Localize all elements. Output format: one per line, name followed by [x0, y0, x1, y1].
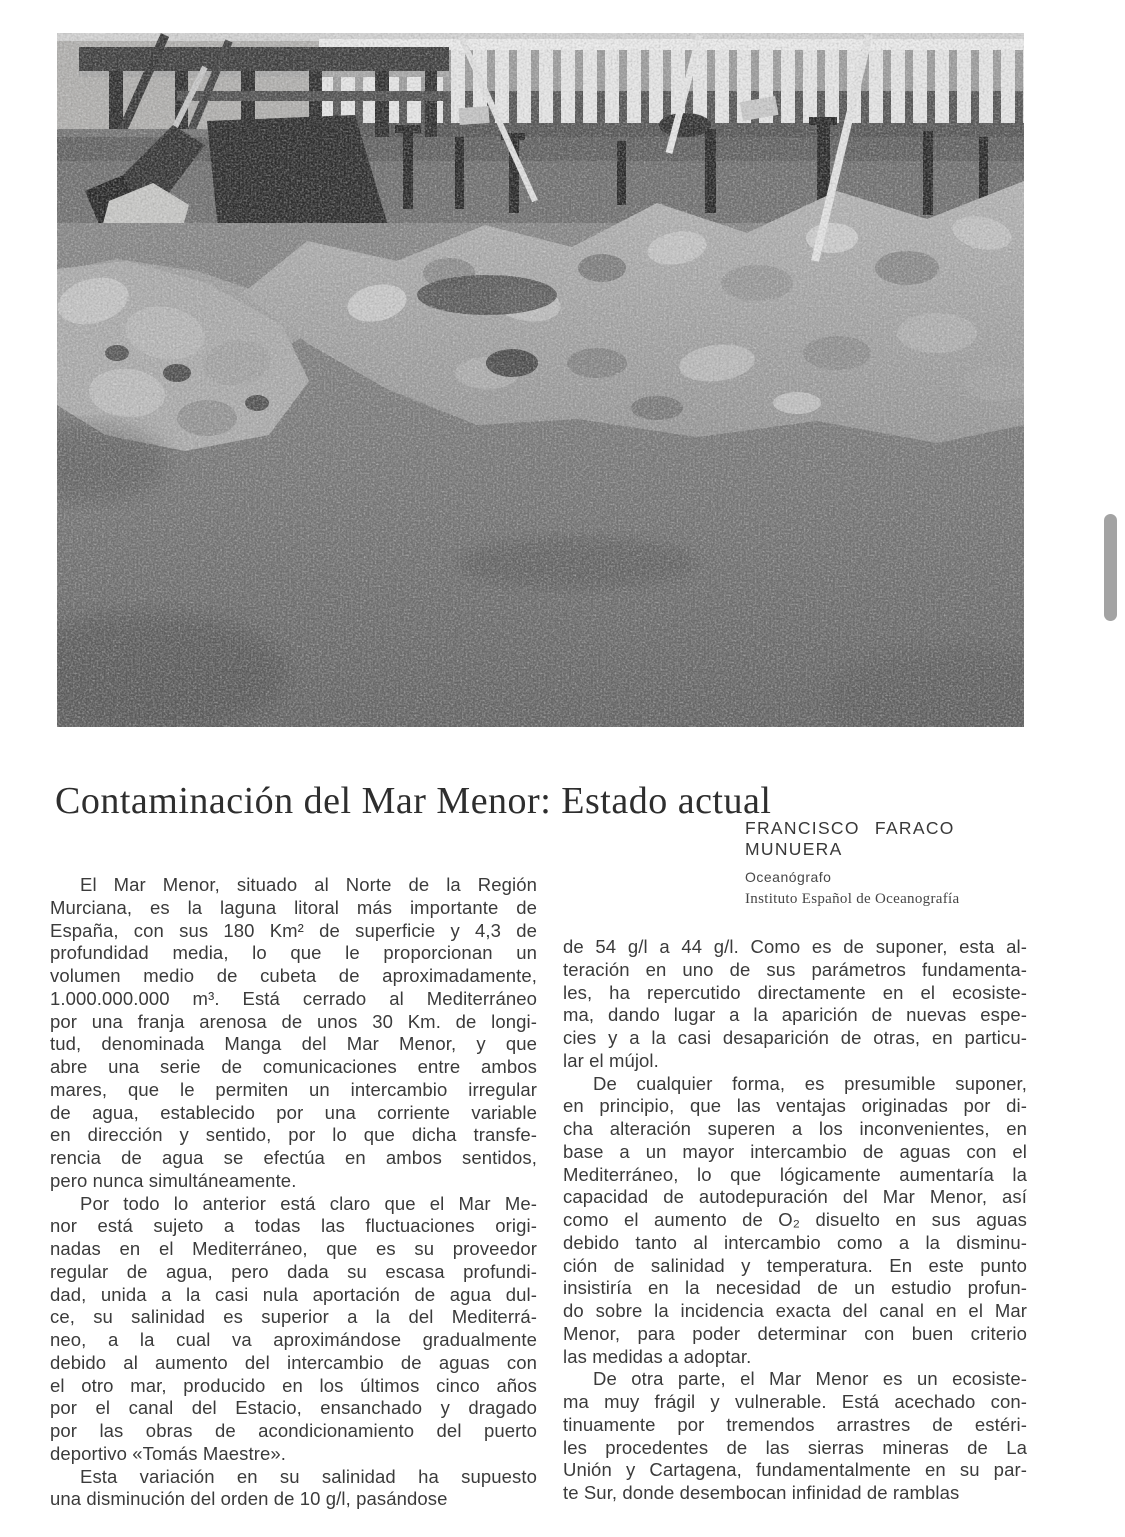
text-line: el otro mar, producido en los últimos cinco años	[50, 1374, 537, 1396]
text-line: abre una serie de comunicaciones entre ambos	[50, 1056, 537, 1077]
text-line: profundidad media, lo que le proporcionan un	[50, 942, 537, 964]
text-line: en principio, que las ventajas originadas por di-	[563, 1095, 1027, 1117]
text-line: base a un mayor intercambio de aguas con el	[563, 1140, 1027, 1162]
text-line: de agua, establecido por una corriente variable	[50, 1101, 537, 1123]
text-line: debido al aumento del intercambio de aguas con	[50, 1351, 537, 1373]
paragraph	[50, 874, 537, 1193]
byline	[745, 818, 1045, 908]
text-line: 1.000.000.000 m³. Está cerrado al Mediterráneo	[50, 987, 537, 1009]
text-line: De cualquier forma, es presumible suponer,	[593, 1072, 1027, 1094]
article-photo	[57, 33, 1024, 727]
scrollbar-thumb[interactable]	[1104, 514, 1117, 621]
text-line: España, con sus 180 Km² de superficie y 4,3 de	[50, 919, 537, 941]
text-line: cha alteración superen a los inconvenientes, en	[563, 1118, 1027, 1139]
text-line: debido tanto al intercambio como a la disminu-	[563, 1231, 1027, 1253]
text-line: te Sur, donde desembocan infinidad de ramblas	[563, 1482, 960, 1503]
paragraph	[50, 1193, 537, 1466]
text-line: De otra parte, el Mar Menor es un ecosiste-	[593, 1368, 1027, 1390]
text-line: cies y a la casi desaparición de otras, en particu-	[563, 1027, 1027, 1048]
right-column	[563, 936, 1027, 1505]
paragraph	[563, 1073, 1027, 1369]
text-line: como el aumento de O₂ disuelto en sus aguas	[563, 1209, 1027, 1230]
text-line: pero nunca simultáneamente.	[50, 1169, 297, 1191]
text-line: les procedentes de las sierras mineras de La	[563, 1436, 1027, 1458]
text-line: Unión y Cartagena, fundamentalmente en su par-	[563, 1459, 1027, 1481]
text-line: Mediterráneo, lo que lógicamente aumentaría la	[563, 1163, 1027, 1185]
text-line: les, ha repercutido directamente en el ecosiste-	[563, 981, 1027, 1003]
photo-grain-dark	[57, 33, 1024, 727]
text-line: mares, que le permiten un intercambio irregular	[50, 1078, 537, 1100]
paragraph	[50, 1466, 537, 1512]
text-line: ción de salinidad y temperatura. En este punto	[563, 1254, 1027, 1276]
text-line: ma muy frágil y vulnerable. Está acechado con-	[563, 1391, 1027, 1412]
text-line: en dirección y sentido, por lo que dicha transfe-	[50, 1124, 537, 1146]
paragraph	[563, 1368, 1027, 1505]
text-line: teración en uno de sus parámetros fundamenta-	[563, 958, 1027, 980]
author-role: Oceanógrafo	[745, 869, 832, 885]
text-line: deportivo «Tomás Maestre».	[50, 1442, 287, 1464]
text-line: de 54 g/l a 44 g/l. Como es de suponer, esta al-	[563, 936, 1027, 957]
text-line: rencia de agua se efectúa en ambos sentidos,	[50, 1147, 537, 1168]
text-line: volumen medio de cubeta de aproximadamente,	[50, 965, 537, 986]
text-line: las medidas a adoptar.	[563, 1345, 752, 1367]
text-line: Murciana, es la laguna litoral más importante de	[50, 896, 537, 918]
text-line: por el canal del Estacio, ensanchado y dragado	[50, 1397, 537, 1419]
author-affiliation: Instituto Español de Oceanografía	[745, 891, 960, 907]
text-line: regular de agua, pero dada su escasa profundi-	[50, 1260, 537, 1282]
text-line: do sobre la incidencia exacta del canal en el Mar	[563, 1300, 1027, 1321]
text-line: ce, su salinidad es superior a la del Mediterrá-	[50, 1306, 537, 1328]
text-line: capacidad de autodepuración del Mar Menor, así	[563, 1186, 1027, 1208]
text-line: nadas en el Mediterráneo, que es su proveedor	[50, 1238, 537, 1259]
text-line: ma, dando lugar a la aparición de nuevas espe-	[563, 1004, 1027, 1026]
author-name: FRANCISCO FARACO MUNUERA	[745, 818, 955, 859]
text-line: Menor, para poder determinar con buen criterio	[563, 1322, 1027, 1344]
text-line: tud, denominada Manga del Mar Menor, y que	[50, 1033, 537, 1055]
text-line: por las obras de acondicionamiento del puerto	[50, 1420, 537, 1441]
text-line: tinuamente por tremendos arrastres de estéri-	[563, 1413, 1027, 1435]
text-line: una disminución del orden de 10 g/l, pasándose	[50, 1488, 448, 1510]
text-line: Por todo lo anterior está claro que el Mar Me-	[80, 1192, 537, 1214]
left-column	[50, 874, 537, 1511]
text-line: insistiría en la necesidad de un estudio profun-	[563, 1277, 1027, 1299]
paragraph	[563, 936, 1027, 1073]
text-line: neo, a la cual va aproximándose gradualmente	[50, 1329, 537, 1350]
text-line: nor está sujeto a todas las fluctuaciones origi-	[50, 1215, 537, 1237]
text-line: por una franja arenosa de unos 30 Km. de longi-	[50, 1010, 537, 1032]
text-line: El Mar Menor, situado al Norte de la Región	[80, 874, 537, 895]
text-line: Esta variación en su salinidad ha supuesto	[80, 1465, 537, 1487]
article-title: Contaminación del Mar Menor: Estado actual	[55, 780, 772, 822]
text-line: lar el mújol.	[563, 1049, 659, 1071]
text-line: dad, unida a la casi nula aportación de agua dul-	[50, 1283, 537, 1305]
